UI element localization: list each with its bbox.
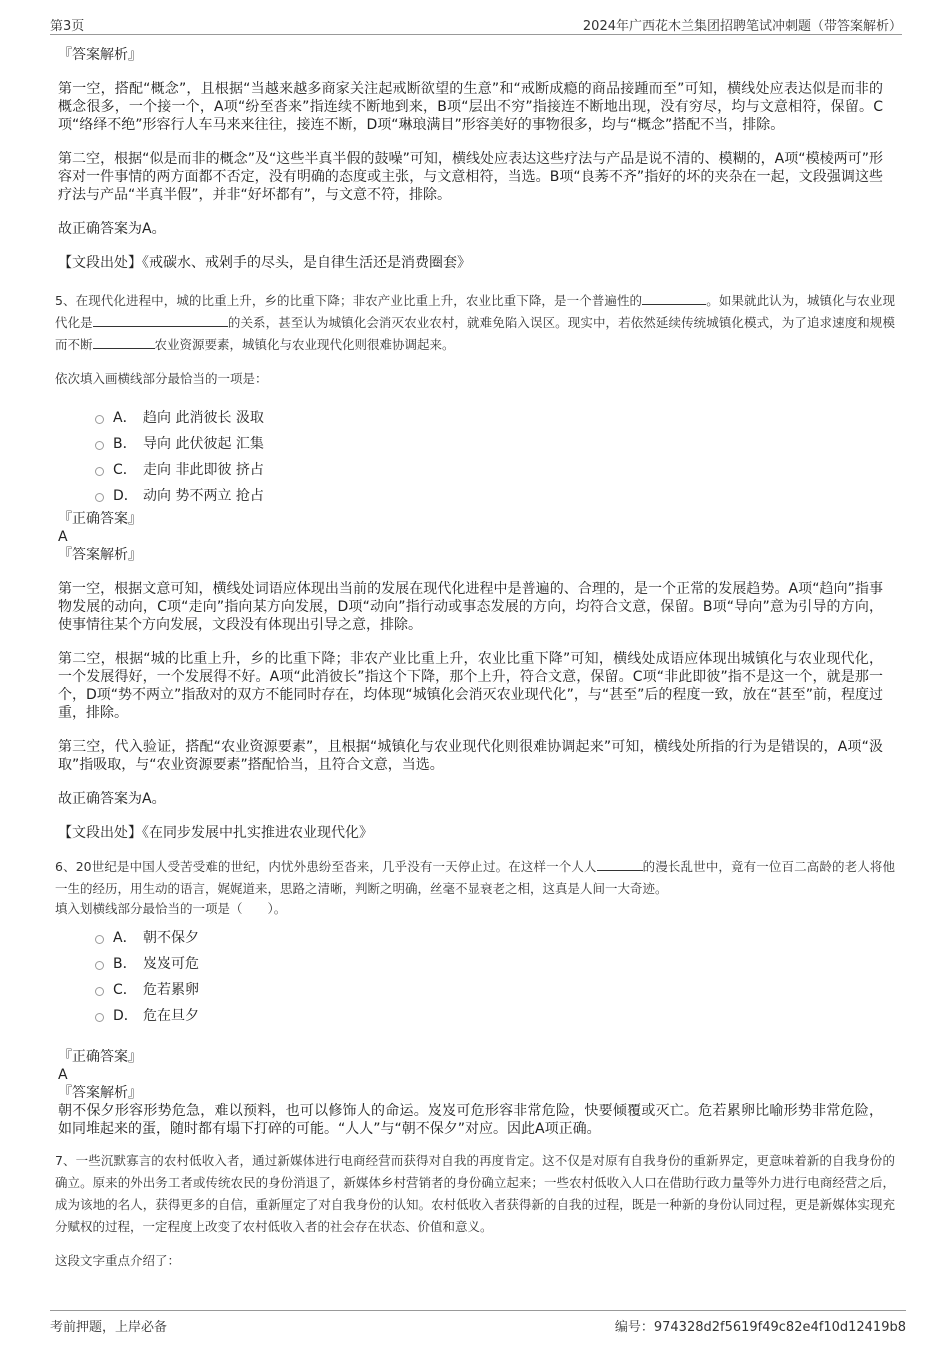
q5-source: 【文段出处】《在同步发展中扎实推进农业现代化》 xyxy=(58,825,373,841)
radio-icon[interactable] xyxy=(95,467,104,476)
q5-blank-2 xyxy=(93,314,228,327)
q4-source: 【文段出处】《戒碳水、戒剁手的尽头，是自律生活还是消费圈套》 xyxy=(58,255,471,271)
radio-icon[interactable] xyxy=(95,987,104,996)
radio-icon[interactable] xyxy=(95,493,104,502)
footer-code-label: 编号： xyxy=(614,1320,654,1335)
q5-blank-3 xyxy=(93,336,155,349)
q6-question-text: 6、20世纪是中国人受苦受难的世纪，内忧外患纷至沓来，几乎没有一天停止过。在这样一个人人 的漫长乱世中，竟有一位百二高龄的老人将他一生的经历，用生动的语言，娓娓道来，思路之清晰，判断之明确，丝毫不显衰老之相，这真是人间一大奇迹。 xyxy=(55,859,895,896)
q5-options xyxy=(95,404,895,508)
footer-code-value: 974328d2f5619f49c82e4f10d12419b8 xyxy=(653,1320,906,1335)
q5-analysis-para2: 第二空，根据“城的比重上升，乡的比重下降；非农产业比重上升，农业比重下降”可知，横线处成语应体现出城镇化与农业现代化，一个发展得好，一个发展得不好。A项“此消彼长”指这个下降，那个上升，符合文意，保留。C项“非此即彼”指不是这一个，就是那一个，D项“势不两立”指敌对的双方不能同时存在，均体现“城镇化会消灭农业现代化”，与“甚至”后的程度一致，放在“甚至”前，程度过重，排除。 xyxy=(58,651,883,721)
q5-analysis-para1: 第一空，根据文意可知，横线处词语应体现出当前的发展在现代化进程中是普遍的、合理的，是一个正常的发展趋势。A项“趋向”指事物发展的动向，C项“走向”指向某方向发展，D项“动向”指行动或事态发展的方向，均符合文意，保留。B项“导向”意为引导的方向，使事情往某个方向发展，文段没有体现出引导之意，排除。 xyxy=(58,581,883,633)
q5-blank-1 xyxy=(642,292,706,305)
q4-analysis-para1: 第一空，搭配“概念”，且根据“当越来越多商家关注起戒断欲望的生意”和“戒断成瘾的商品接踵而至”可知，横线处应表达似是而非的概念很多，一个接一个，A项“纷至沓来”指连续不断地到来，B项“层出不穷”指接连不断地出现，没有穷尽，均与文意相符，保留。C项“络绎不绝”形容行人车马来来往往，接连不断，D项“琳琅满目”形容美好的事物很多，均与“概念”搭配不当，排除。 xyxy=(58,81,883,133)
page-content xyxy=(55,46,895,1270)
radio-icon[interactable] xyxy=(95,935,104,944)
footer-slogan: 考前押题，上岸必备 xyxy=(50,1320,168,1335)
q5-option-a[interactable]: A． 趋向 此消彼长 汲取 xyxy=(95,404,895,430)
q5-correct-answer: A xyxy=(58,529,68,545)
q6-option-a[interactable]: A． 朝不保夕 xyxy=(95,924,895,950)
footer-code xyxy=(615,1316,906,1335)
radio-icon[interactable] xyxy=(95,441,104,450)
q6-blank xyxy=(597,858,643,871)
radio-icon[interactable] xyxy=(95,961,104,970)
q6-prompt: 填入划横线部分最恰当的一项是（ ）。 xyxy=(55,901,287,916)
q6-option-c[interactable]: C． 危若累卵 xyxy=(95,976,895,1002)
q5-correct-label: 『正确答案』 xyxy=(58,511,142,527)
radio-icon[interactable] xyxy=(95,415,104,424)
q6-analysis-label: 『答案解析』 xyxy=(58,1085,142,1101)
q5-question-text: 5、在现代化进程中，城的比重上升，乡的比重下降；非农产业比重上升，农业比重下降，是一个普遍性的 。如果就此认为，城镇化与农业现代化是 的关系，甚至认为城镇化会消灭农业农村，就难免陷入误区。现实中，若依然延续传统城镇化模式，为了追求速度和规模而不断 农业资源要素，城镇化与农业现代化则很难协调起来。 xyxy=(55,293,895,352)
q6-options xyxy=(95,924,895,1028)
page-number: 第3页 xyxy=(50,19,85,34)
q5-option-b[interactable]: B． 导向 此伏彼起 汇集 xyxy=(95,430,895,456)
q7-question-text: 7、一些沉默寡言的农村低收入者，通过新媒体进行电商经营而获得对自我的再度肯定。这不仅是对原有自我身份的重新界定，更意味着新的自我身份的确立。原来的外出务工者或传统农民的身份消退了，新媒体乡村营销者的身份确立起来；一些农村低收入人口在借助行政力量等外力进行电商经营之后，成为该地的名人，获得更多的自信，重新厘定了对自我身份的认知。农村低收入者获得新的自我的过程，既是一种新的身份认同过程，更是新媒体实现充分赋权的过程，一定程度上改变了农村低收入者的社会存在状态、价值和意义。 xyxy=(55,1153,895,1234)
q4-analysis-para2: 第二空，根据“似是而非的概念”及“这些半真半假的鼓噪”可知，横线处应表达这些疗法与产品是说不清的、模糊的，A项“模棱两可”形容对一件事情的两方面都不否定，没有明确的态度或主张，与文意相符，当选。B项“良莠不齐”指好的坏的夹杂在一起，文段强调这些疗法与产品“半真半假”，并非“好坏都有”，与文意不符，排除。 xyxy=(58,151,883,203)
q5-conclusion: 故正确答案为A。 xyxy=(58,791,166,807)
page-footer xyxy=(50,1310,906,1333)
document-title: 2024年广西花木兰集团招聘笔试冲刺题（带答案解析） xyxy=(582,19,902,34)
q5-option-c[interactable]: C． 走向 非此即彼 挤占 xyxy=(95,456,895,482)
q4-conclusion: 故正确答案为A。 xyxy=(58,221,166,237)
q5-option-d[interactable]: D． 动向 势不两立 抢占 xyxy=(95,482,895,508)
radio-icon[interactable] xyxy=(95,1013,104,1022)
q4-analysis-label: 『答案解析』 xyxy=(58,47,142,63)
q6-analysis: 朝不保夕形容形势危急，难以预料，也可以修饰人的命运。岌岌可危形容非常危险，快要倾覆或灭亡。危若累卵比喻形势非常危险，如同堆起来的蛋，随时都有塌下打碎的可能。“人人”与“朝不保夕”对应。因此A项正确。 xyxy=(58,1103,883,1137)
q6-option-b[interactable]: B． 岌岌可危 xyxy=(95,950,895,976)
page-header xyxy=(50,14,902,35)
q5-analysis-label: 『答案解析』 xyxy=(58,547,142,563)
q5-prompt: 依次填入画横线部分最恰当的一项是： xyxy=(55,371,268,386)
q6-correct-answer: A xyxy=(58,1067,68,1083)
q6-option-d[interactable]: D． 危在旦夕 xyxy=(95,1002,895,1028)
q7-prompt: 这段文字重点介绍了： xyxy=(55,1253,181,1268)
q6-correct-label: 『正确答案』 xyxy=(58,1049,142,1065)
q5-analysis-para3: 第三空，代入验证，搭配“农业资源要素”，且根据“城镇化与农业现代化则很难协调起来”可知，横线处所指的行为是错误的，A项“汲取”指吸取，与“农业资源要素”搭配恰当，且符合文意，当选。 xyxy=(58,739,883,773)
